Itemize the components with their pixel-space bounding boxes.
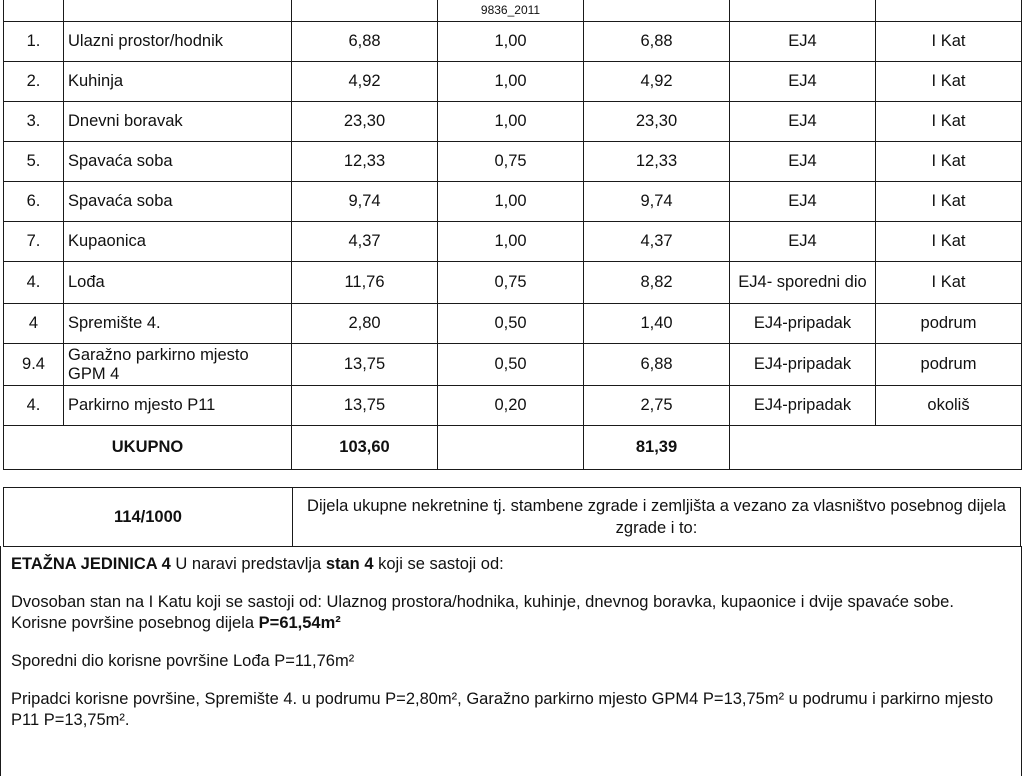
description-text: koji se sastoji od: bbox=[373, 555, 504, 573]
room-area: 4,37 bbox=[292, 222, 438, 262]
room-area: 9,74 bbox=[292, 182, 438, 222]
table-row bbox=[4, 22, 1022, 62]
useful-area: 2,75 bbox=[584, 386, 730, 426]
description-heading bbox=[11, 554, 1011, 575]
share-text: Dijela ukupne nekretnine tj. stambene zgrade i zemljišta a vezano za vlasništvo posebnog dijela zgrade i to: bbox=[293, 488, 1021, 547]
room-name: Lođa bbox=[64, 262, 292, 304]
useful-area: 23,30 bbox=[584, 102, 730, 142]
room-area: 13,75 bbox=[292, 386, 438, 426]
table-row bbox=[4, 222, 1022, 262]
header-cell bbox=[292, 0, 438, 22]
floor-location: I Kat bbox=[876, 142, 1022, 182]
header-cell bbox=[876, 0, 1022, 22]
area-coefficient: 0,75 bbox=[438, 142, 584, 182]
table-row bbox=[4, 102, 1022, 142]
useful-area: 9,74 bbox=[584, 182, 730, 222]
total-label: UKUPNO bbox=[4, 426, 292, 470]
total-blank bbox=[438, 426, 584, 470]
row-number: 4 bbox=[4, 304, 64, 344]
share-fraction: 114/1000 bbox=[4, 488, 293, 547]
unit-designation: EJ4 bbox=[730, 62, 876, 102]
table-row bbox=[4, 344, 1022, 386]
floor-location: I Kat bbox=[876, 262, 1022, 304]
room-name: Kupaonica bbox=[64, 222, 292, 262]
unit-designation: EJ4-pripadak bbox=[730, 304, 876, 344]
room-name: Kuhinja bbox=[64, 62, 292, 102]
useful-area: 6,88 bbox=[584, 344, 730, 386]
header-note: 9836_2011 bbox=[438, 0, 584, 22]
area-coefficient: 1,00 bbox=[438, 62, 584, 102]
unit-designation: EJ4 bbox=[730, 222, 876, 262]
description-text: Dvosoban stan na I Katu koji se sastoji od: Ulaznog prostora/hodnika, kuhinje, dnevnog boravka, kupaonice i dvije spavaće sobe. Korisne površine posebnog dijela bbox=[11, 593, 954, 632]
unit-designation: EJ4-pripadak bbox=[730, 386, 876, 426]
area-coefficient: 1,00 bbox=[438, 182, 584, 222]
table-header-row bbox=[4, 0, 1022, 22]
unit-designation: EJ4 bbox=[730, 182, 876, 222]
area-coefficient: 0,50 bbox=[438, 304, 584, 344]
header-cell bbox=[584, 0, 730, 22]
apartment-name: stan 4 bbox=[325, 555, 374, 573]
row-number: 4. bbox=[4, 386, 64, 426]
useful-area: 4,92 bbox=[584, 62, 730, 102]
unit-designation: EJ4 bbox=[730, 22, 876, 62]
row-number: 3. bbox=[4, 102, 64, 142]
room-area: 6,88 bbox=[292, 22, 438, 62]
room-name: Parkirno mjesto P11 bbox=[64, 386, 292, 426]
unit-designation: EJ4 bbox=[730, 142, 876, 182]
table-row bbox=[4, 182, 1022, 222]
floor-location: podrum bbox=[876, 304, 1022, 344]
floor-location: I Kat bbox=[876, 62, 1022, 102]
useful-area: 8,82 bbox=[584, 262, 730, 304]
ownership-share-table bbox=[3, 487, 1021, 547]
description-paragraph bbox=[11, 592, 1011, 634]
description-text: U naravi predstavlja bbox=[170, 555, 326, 573]
useful-area-value: P=61,54m² bbox=[258, 614, 341, 632]
floor-location: I Kat bbox=[876, 182, 1022, 222]
description-paragraph: Sporedni dio korisne površine Lođa P=11,76m² bbox=[11, 652, 355, 670]
room-area: 23,30 bbox=[292, 102, 438, 142]
unit-title: ETAŽNA JEDINICA 4 bbox=[11, 555, 171, 573]
room-name: Garažno parkirno mjesto GPM 4 bbox=[64, 344, 292, 386]
room-area: 12,33 bbox=[292, 142, 438, 182]
floor-location: I Kat bbox=[876, 222, 1022, 262]
header-cell bbox=[64, 0, 292, 22]
room-name: Spavaća soba bbox=[64, 182, 292, 222]
floor-location: podrum bbox=[876, 344, 1022, 386]
room-name: Ulazni prostor/hodnik bbox=[64, 22, 292, 62]
table-row bbox=[4, 386, 1022, 426]
area-coefficient: 1,00 bbox=[438, 22, 584, 62]
total-useful-area: 81,39 bbox=[584, 426, 730, 470]
area-table bbox=[3, 0, 1022, 470]
row-number: 2. bbox=[4, 62, 64, 102]
useful-area: 4,37 bbox=[584, 222, 730, 262]
unit-designation: EJ4 bbox=[730, 102, 876, 142]
unit-description bbox=[0, 546, 1022, 776]
room-name: Spavaća soba bbox=[64, 142, 292, 182]
row-number: 5. bbox=[4, 142, 64, 182]
area-coefficient: 1,00 bbox=[438, 102, 584, 142]
room-name: Dnevni boravak bbox=[64, 102, 292, 142]
share-row bbox=[4, 488, 1021, 547]
row-number: 4. bbox=[4, 262, 64, 304]
area-coefficient: 0,20 bbox=[438, 386, 584, 426]
total-blank bbox=[730, 426, 1022, 470]
room-area: 13,75 bbox=[292, 344, 438, 386]
table-row bbox=[4, 142, 1022, 182]
area-coefficient: 1,00 bbox=[438, 222, 584, 262]
row-number: 1. bbox=[4, 22, 64, 62]
room-name: Spremište 4. bbox=[64, 304, 292, 344]
area-coefficient: 0,50 bbox=[438, 344, 584, 386]
row-number: 9.4 bbox=[4, 344, 64, 386]
description-paragraph: Pripadci korisne površine, Spremište 4. u podrumu P=2,80m², Garažno parkirno mjesto GPM4 P=13,75m² u podrumu i parkirno mjesto P11 P=13,75m². bbox=[11, 690, 994, 729]
room-area: 2,80 bbox=[292, 304, 438, 344]
unit-designation: EJ4-pripadak bbox=[730, 344, 876, 386]
unit-designation: EJ4- sporedni dio bbox=[730, 262, 876, 304]
floor-location: okoliš bbox=[876, 386, 1022, 426]
row-number: 6. bbox=[4, 182, 64, 222]
floor-location: I Kat bbox=[876, 22, 1022, 62]
table-row bbox=[4, 62, 1022, 102]
total-area: 103,60 bbox=[292, 426, 438, 470]
floor-location: I Kat bbox=[876, 102, 1022, 142]
total-row bbox=[4, 426, 1022, 470]
room-area: 11,76 bbox=[292, 262, 438, 304]
area-coefficient: 0,75 bbox=[438, 262, 584, 304]
header-cell bbox=[4, 0, 64, 22]
row-number: 7. bbox=[4, 222, 64, 262]
useful-area: 6,88 bbox=[584, 22, 730, 62]
header-cell bbox=[730, 0, 876, 22]
room-area: 4,92 bbox=[292, 62, 438, 102]
table-row bbox=[4, 262, 1022, 304]
useful-area: 1,40 bbox=[584, 304, 730, 344]
useful-area: 12,33 bbox=[584, 142, 730, 182]
table-row bbox=[4, 304, 1022, 344]
